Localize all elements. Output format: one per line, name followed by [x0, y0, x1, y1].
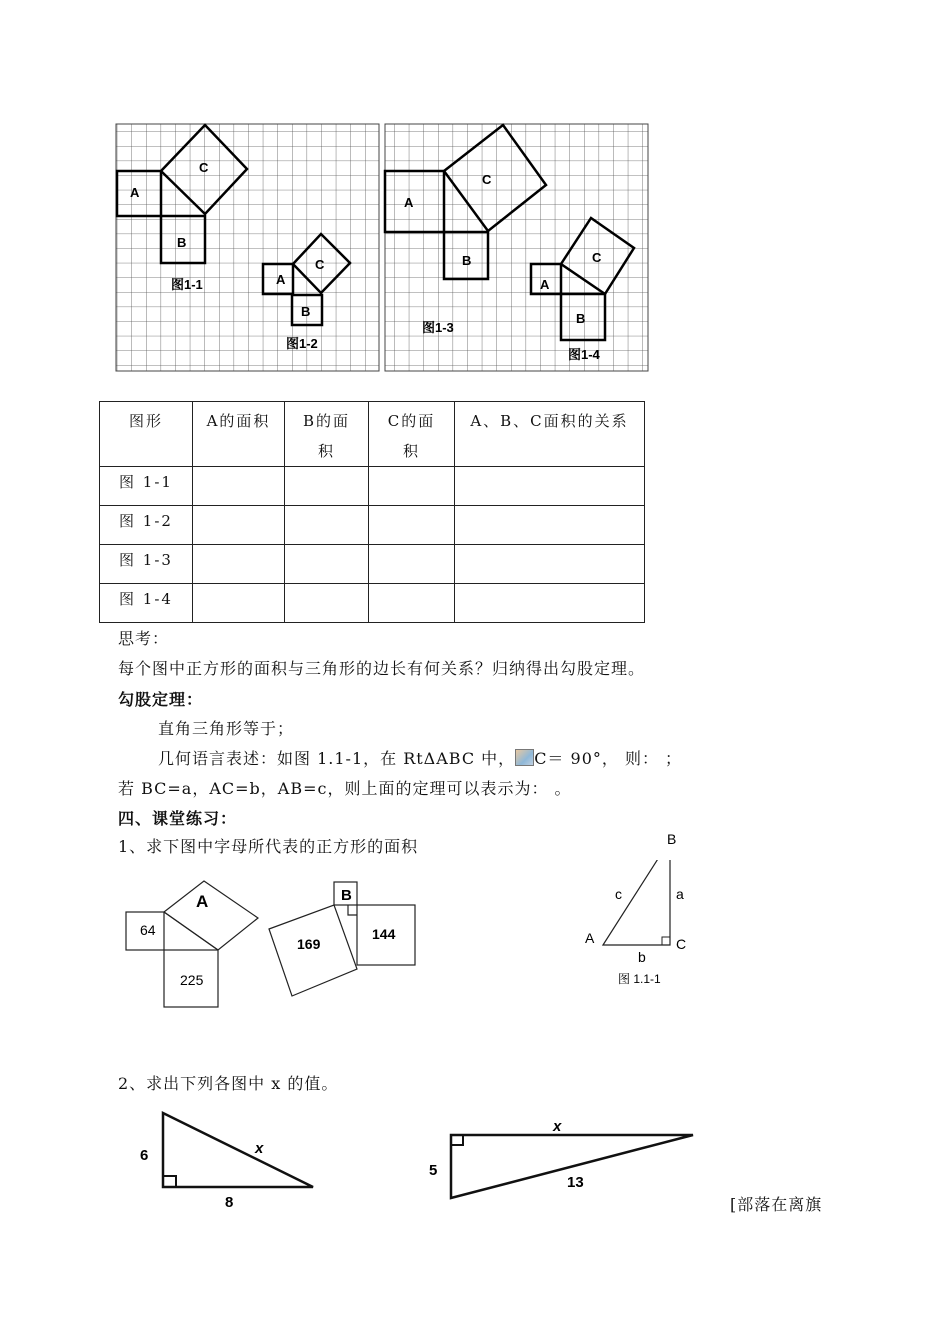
table-cell[interactable] — [455, 584, 645, 623]
table-cell[interactable] — [369, 467, 455, 506]
grid-panel-right — [385, 124, 648, 371]
geo-language-line — [158, 746, 682, 769]
table-cell[interactable] — [285, 545, 369, 584]
table-cell-figure: 图 1-3 — [100, 545, 193, 584]
exercise-1-figure-a — [126, 881, 258, 1007]
value-169: 169 — [297, 936, 321, 952]
triangle-6-8 — [163, 1113, 313, 1187]
angle-image-icon — [515, 749, 534, 766]
table-cell[interactable] — [193, 545, 285, 584]
label-a: A — [540, 277, 550, 292]
label-a: A — [404, 195, 414, 210]
formula-line: 若 BC=a，AC=b，AB=c，则上面的定理可以表示为： 。 — [118, 779, 572, 798]
exercise-1-figures — [0, 860, 950, 1020]
label-b: B — [341, 887, 352, 904]
table-row — [100, 584, 645, 623]
table-header: 图形 — [100, 402, 193, 467]
caption-fig-1-1: 图1-1 — [171, 277, 203, 292]
value-144: 144 — [372, 926, 396, 942]
geo-language-text-2: C＝ 90°， 则： ； — [534, 749, 683, 768]
side-6: 6 — [140, 1147, 149, 1164]
theorem-heading: 勾股定理： — [118, 690, 204, 709]
exercise-2-figures — [0, 1100, 950, 1220]
theorem-line: 直角三角形等于； — [158, 719, 295, 738]
geo-language-text: 几何语言表述：如图 1.1-1，在 RtΔABC 中， — [158, 749, 516, 768]
label-a: A — [130, 185, 140, 200]
label-b: B — [301, 304, 311, 319]
table-cell[interactable] — [285, 584, 369, 623]
table-cell-figure: 图 1-1 — [100, 467, 193, 506]
side-c: c — [615, 886, 622, 902]
table-cell[interactable] — [193, 506, 285, 545]
caption-fig-1-4: 图1-4 — [568, 347, 600, 362]
label-a: A — [276, 272, 286, 287]
question-text: 每个图中正方形的面积与三角形的边长有何关系？归纳得出勾股定理。 — [118, 659, 646, 678]
label-c: C — [592, 250, 602, 265]
label-c: C — [199, 160, 209, 175]
value-64: 64 — [140, 922, 156, 938]
table-cell[interactable] — [285, 506, 369, 545]
vertex-b: B — [667, 831, 677, 847]
table-header-row — [100, 402, 645, 467]
table-cell[interactable] — [285, 467, 369, 506]
think-label: 思考： — [118, 629, 170, 648]
table-cell-figure: 图 1-4 — [100, 584, 193, 623]
side-8: 8 — [225, 1194, 234, 1211]
table-header: A、B、C面积的关系 — [455, 402, 645, 467]
table-row — [100, 506, 645, 545]
table-cell[interactable] — [369, 584, 455, 623]
side-13: 13 — [567, 1174, 584, 1191]
section-heading: 四、课堂练习： — [118, 809, 238, 828]
side-x: x — [553, 1118, 562, 1135]
label-a: A — [196, 892, 209, 911]
table-header: A的面积 — [193, 402, 285, 467]
label-b: B — [576, 311, 586, 326]
table-cell[interactable] — [369, 545, 455, 584]
caption-fig-1-2: 图1-2 — [286, 336, 318, 351]
value-225: 225 — [180, 972, 204, 988]
table-header: B的面 积 — [285, 402, 369, 467]
grid-figure — [0, 0, 950, 400]
table-cell-figure: 图 1-2 — [100, 506, 193, 545]
label-c: C — [315, 257, 325, 272]
table-cell[interactable] — [455, 545, 645, 584]
table-cell[interactable] — [369, 506, 455, 545]
label-b: B — [177, 235, 187, 250]
exercise-2-text: 2、求出下列各图中 x 的值。 — [118, 1074, 339, 1093]
side-b: b — [638, 949, 646, 965]
table-cell[interactable] — [193, 584, 285, 623]
label-b: B — [462, 253, 472, 268]
table-row — [100, 545, 645, 584]
side-a: a — [676, 886, 684, 902]
vertex-c: C — [676, 936, 687, 952]
caption-fig-1-3: 图1-3 — [422, 320, 454, 335]
table-cell[interactable] — [193, 467, 285, 506]
side-x: x — [255, 1140, 264, 1157]
area-table — [99, 401, 645, 623]
table-header: C的面 积 — [369, 402, 455, 467]
triangle-labels — [580, 826, 710, 996]
table-cell[interactable] — [455, 506, 645, 545]
text-fragment: [部落在离旗 — [730, 1195, 823, 1214]
grid-panel-left — [116, 124, 379, 371]
label-c: C — [482, 172, 492, 187]
vertex-a: A — [585, 930, 595, 946]
table-row — [100, 467, 645, 506]
side-5: 5 — [429, 1162, 438, 1179]
table-cell[interactable] — [455, 467, 645, 506]
caption-fig-1-1-1: 图 1.1-1 — [618, 972, 661, 986]
exercise-1-text: 1、求下图中字母所代表的正方形的面积 — [118, 837, 419, 856]
